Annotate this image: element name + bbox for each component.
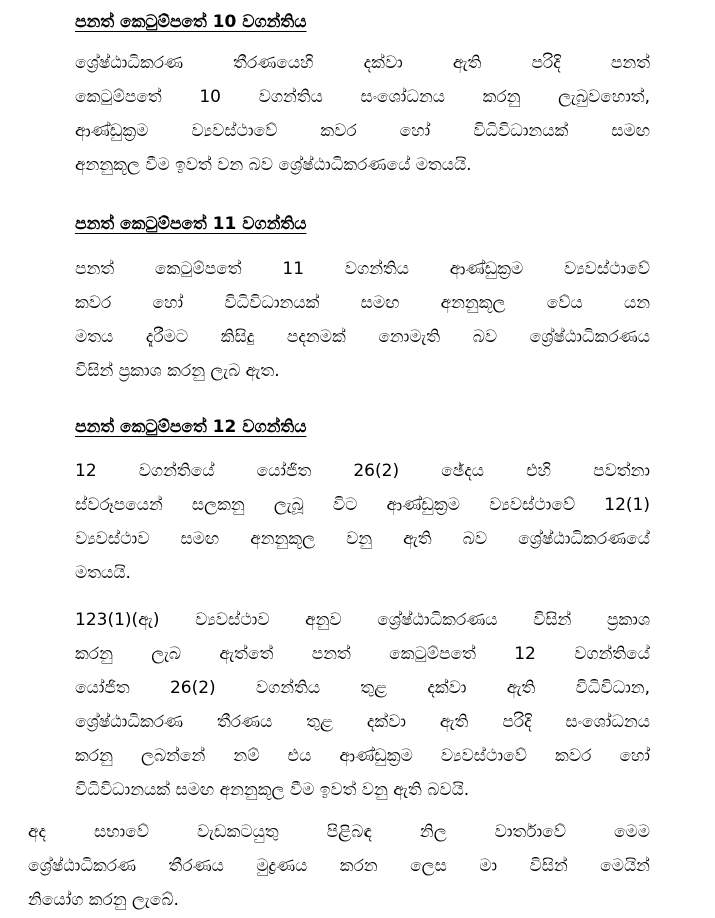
text-line: මතයයි. [75,563,131,583]
text-line: කරනු ලැබ ඇත්තේ පනත් කෙටුම්පතේ 12 වගන්තියේ [75,644,650,664]
text-line: ශ්‍රේෂ්ඨාධිකරණ තීරණයෙහි දක්වා ඇති පරිදි පනත් [75,53,650,73]
paragraph-clause-12-first [75,454,650,590]
text-line: කරනු ලබන්නේ නම් එය ආණ්ඩුක්‍රම ව්‍යවස්ථාවේ කවර හෝ [75,746,650,766]
text-line: යෝජිත 26(2) වගන්තිය තුළ දක්වා ඇති විධිවිධාන, [75,678,650,698]
text-line: විසින් ප්‍රකාශ කරනු ලැබ ඇත. [75,361,280,381]
text-line: කෙටුම්පතේ 10 වගන්තිය සංශෝධනය කරනු ලැබුවහොත්, [75,87,650,107]
text-line: ශ්‍රේෂ්ඨාධිකරණ තීරණය මුද්‍රණය කරන ලෙස මා විසින් මෙයින් [28,856,650,876]
text-line: පනත් කෙටුම්පතේ 11 වගන්තිය ආණ්ඩුක්‍රම ව්‍යවස්ථාවේ [75,259,650,279]
text-line: ශ්‍රේෂ්ඨාධිකරණ තීරණය තුළ දක්වා ඇති පරිදි සංශෝධනය [75,712,650,732]
paragraph-clause-12-second [75,603,650,807]
section-heading-clause-11: පනත් කෙටුම්පතේ 11 වගන්තිය [75,214,307,234]
closing-paragraph [28,815,650,917]
text-line: 12 වගන්තියේ යෝජිත 26(2) ඡේදය එහි පවත්නා [75,461,650,481]
text-line: ව්‍යවස්ථාව සමඟ අනනුකූල වනු ඇති බව ශ්‍රේෂ්ඨාධිකරණයේ [75,529,650,549]
paragraph-clause-10 [75,46,650,182]
section-heading-clause-12: පනත් කෙටුම්පතේ 12 වගන්තිය [75,417,307,437]
text-line: 123(1)(ඇ) ව්‍යවස්ථාව අනුව ශ්‍රේෂ්ඨාධිකරණය විසින් ප්‍රකාශ [75,610,650,630]
section-heading-clause-10: පනත් කෙටුම්පතේ 10 වගන්තිය [75,12,307,32]
text-line: නියෝග කරනු ලැබේ. [28,890,179,910]
text-line: ආණ්ඩුක්‍රම ව්‍යවස්ථාවේ කවර හෝ විධිවිධානයක් සමඟ [75,121,650,141]
text-line: අනනුකූල වීම ඉවත් වන බව ශ්‍රේෂ්ඨාධිකරණයේ මතයයි. [75,155,472,175]
text-line: කවර හෝ විධිවිධානයක් සමඟ අනනුකූල වේය යන [75,293,650,313]
text-line: මතය දැරීමට කිසිදු පදනමක් නොමැති බව ශ්‍රේෂ්ඨාධිකරණය [75,327,650,347]
text-line: විධිවිධානයක් සමඟ අනනුකූල වීම ඉවත් වනු ඇති බවයි. [75,780,470,800]
paragraph-clause-11 [75,252,650,388]
text-line: ස්වරූපයෙන් සලකනු ලැබූ විට ආණ්ඩුක්‍රම ව්‍යවස්ථාවේ 12(1) [75,495,650,515]
text-line: අද සභාවේ වැඩකටයුතු පිළිබඳ නිල වාර්තාවේ මෙම [28,822,650,842]
